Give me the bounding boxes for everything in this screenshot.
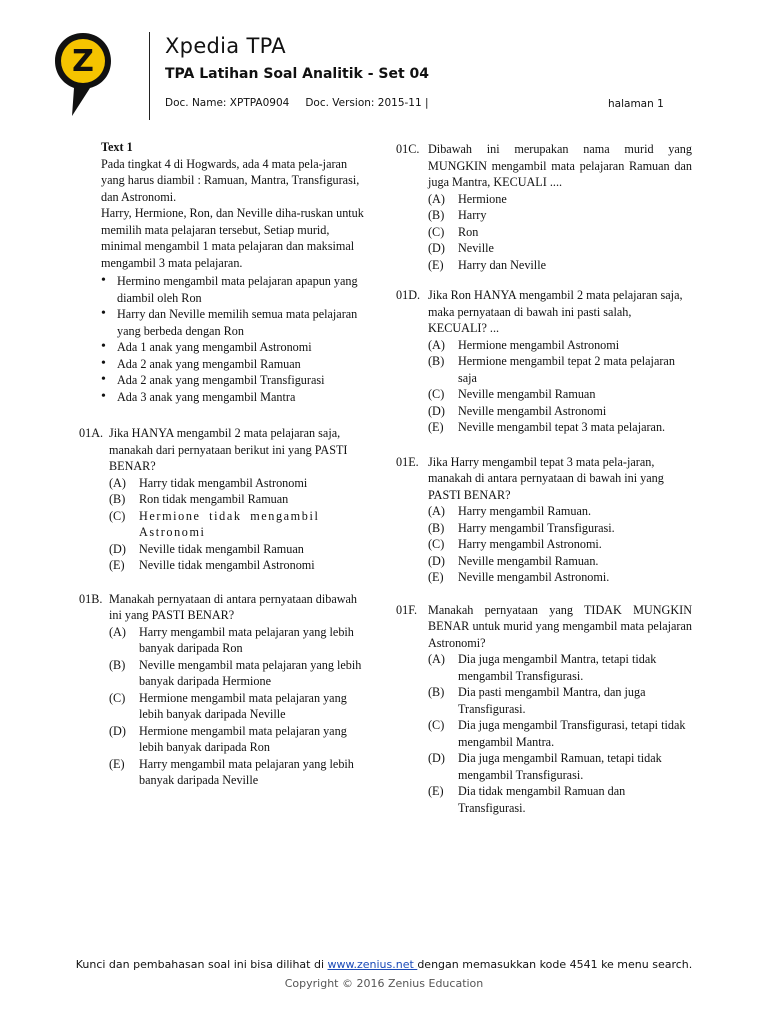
question-text: Jika HANYA mengambil 2 mata pelajaran saja, manakah dari pernyataan berikut ini yang PASTI BENAR? bbox=[109, 426, 348, 473]
list-item: • Ada 2 anak yang mengambil Ramuan bbox=[79, 356, 371, 373]
option-text: Harry dan Neville bbox=[458, 257, 546, 272]
option-text: Harry tidak mengambil Astronomi bbox=[139, 475, 308, 490]
option-c bbox=[428, 386, 692, 403]
option-text: Hermione tidak mengambil Astronomi bbox=[139, 508, 320, 539]
document-subtitle: TPA Latihan Soal Analitik - Set 04 bbox=[165, 66, 430, 82]
option-label: (A) bbox=[109, 475, 126, 490]
question-text: Manakah pernyataan yang TIDAK MUNGKIN BENAR untuk murid yang mengambil mata pelajaran Astronomi? bbox=[428, 602, 692, 650]
option-list bbox=[428, 503, 692, 586]
option-label: (A) bbox=[428, 504, 445, 518]
option-a bbox=[428, 191, 692, 208]
question-01A bbox=[79, 425, 371, 574]
option-b bbox=[428, 207, 692, 224]
option-label: (D) bbox=[428, 553, 445, 568]
option-text: Harry mengambil mata pelajaran yang lebih banyak daripada Neville bbox=[139, 756, 354, 787]
question-number: 01D. bbox=[396, 288, 421, 302]
option-label: (B) bbox=[109, 492, 126, 506]
option-text: Neville mengambil Astronomi bbox=[458, 403, 607, 418]
option-a bbox=[428, 651, 692, 684]
option-text: Neville tidak mengambil Astronomi bbox=[139, 558, 315, 572]
option-text: Ron tidak mengambil Ramuan bbox=[139, 492, 289, 506]
list-item: • Ada 3 anak yang mengambil Mantra bbox=[79, 389, 371, 406]
option-text: Neville mengambil Astronomi. bbox=[458, 570, 610, 584]
option-a bbox=[109, 624, 371, 657]
option-c bbox=[428, 224, 692, 241]
option-label: (B) bbox=[109, 657, 126, 672]
option-label: (E) bbox=[428, 784, 444, 798]
option-label: (C) bbox=[109, 690, 126, 705]
question-01D bbox=[396, 287, 692, 436]
option-label: (B) bbox=[428, 354, 445, 368]
text1-para2: Harry, Hermione, Ron, dan Neville diha-ruskan untuk memilih mata pelajaran tersebut, Setiap murid, minimal mengambil 1 mata pelajaran dan maksimal mengambil 3 mata pelajaran. bbox=[101, 206, 364, 270]
option-text: Neville mengambil Ramuan bbox=[458, 387, 596, 401]
option-e bbox=[428, 783, 692, 816]
header-divider bbox=[149, 32, 150, 120]
option-label: (A) bbox=[109, 624, 126, 639]
logo-letter: Z bbox=[72, 44, 94, 79]
question-text: Manakah pernyataan di antara pernyataan dibawah ini yang PASTI BENAR? bbox=[109, 591, 358, 622]
question-number: 01C. bbox=[396, 142, 420, 156]
option-c bbox=[428, 536, 692, 553]
question-number: 01B. bbox=[79, 591, 103, 606]
option-label: (E) bbox=[428, 257, 444, 272]
option-label: (D) bbox=[428, 241, 445, 255]
option-text: Dia tidak mengambil Ramuan dan Transfigurasi. bbox=[458, 784, 626, 815]
option-label: (D) bbox=[109, 541, 126, 556]
option-text: Hermione mengambil mata pelajaran yang lebih banyak daripada Neville bbox=[139, 690, 347, 721]
left-column bbox=[79, 139, 371, 789]
option-label: (D) bbox=[109, 723, 126, 738]
option-label: (A) bbox=[428, 337, 445, 352]
option-text: Neville bbox=[458, 241, 494, 255]
footer-text-before: Kunci dan pembahasan soal ini bisa dilihat di bbox=[75, 958, 328, 971]
option-text: Dia juga mengambil Ramuan, tetapi tidak mengambil Transfigurasi. bbox=[458, 751, 662, 782]
option-d bbox=[428, 403, 692, 420]
option-e bbox=[428, 569, 692, 586]
option-list bbox=[428, 337, 692, 436]
option-b bbox=[109, 657, 371, 690]
option-text: Hermione mengambil tepat 2 mata pelajaran saja bbox=[458, 354, 675, 385]
option-label: (D) bbox=[428, 751, 445, 765]
option-text: Hermione bbox=[458, 191, 507, 206]
option-label: (E) bbox=[109, 756, 125, 771]
option-b bbox=[428, 520, 692, 537]
option-label: (E) bbox=[109, 558, 125, 572]
option-label: (E) bbox=[428, 570, 444, 584]
option-text: Hermione mengambil mata pelajaran yang lebih banyak daripada Ron bbox=[139, 723, 347, 754]
option-label: (C) bbox=[428, 387, 445, 401]
question-01C bbox=[396, 141, 692, 273]
option-e bbox=[428, 419, 692, 436]
option-c bbox=[109, 508, 371, 541]
option-label: (C) bbox=[109, 508, 126, 523]
option-d bbox=[428, 750, 692, 783]
option-b bbox=[109, 491, 371, 508]
option-label: (C) bbox=[428, 537, 445, 551]
option-text: Neville mengambil mata pelajaran yang lebih banyak daripada Hermione bbox=[139, 657, 362, 688]
question-01B bbox=[79, 591, 371, 789]
list-item: • Ada 1 anak yang mengambil Astronomi bbox=[79, 339, 371, 356]
copyright: Copyright © 2016 Zenius Education bbox=[284, 977, 484, 990]
option-label: (A) bbox=[428, 191, 445, 206]
option-a bbox=[428, 503, 692, 520]
option-label: (D) bbox=[428, 403, 445, 418]
footer-note bbox=[0, 958, 768, 971]
option-label: (E) bbox=[428, 420, 444, 434]
option-d bbox=[109, 723, 371, 756]
option-text: Harry bbox=[458, 208, 487, 222]
text1-para1: Pada tingkat 4 di Hogwards, ada 4 mata pela-jaran yang harus diambil : Ramuan, Mantra, Transfigurasi, dan Astronomi. bbox=[101, 156, 360, 204]
page-number: halaman 1 bbox=[608, 98, 664, 110]
option-text: Harry mengambil Astronomi. bbox=[458, 537, 602, 551]
option-label: (C) bbox=[428, 718, 445, 732]
zenius-logo bbox=[52, 30, 114, 120]
option-label: (C) bbox=[428, 224, 445, 239]
option-a bbox=[428, 337, 692, 354]
option-e bbox=[428, 257, 692, 274]
text1-bullets bbox=[79, 273, 371, 405]
option-d bbox=[428, 553, 692, 570]
option-text: Dia pasti mengambil Mantra, dan juga Transfigurasi. bbox=[458, 685, 646, 716]
option-d bbox=[109, 541, 371, 558]
option-text: Neville mengambil tepat 3 mata pelajaran. bbox=[458, 420, 666, 434]
option-text: Neville tidak mengambil Ramuan bbox=[139, 541, 304, 556]
question-01E bbox=[396, 454, 692, 586]
option-e bbox=[109, 557, 371, 574]
option-b bbox=[428, 353, 692, 386]
option-text: Dia juga mengambil Transfigurasi, tetapi tidak mengambil Mantra. bbox=[458, 718, 686, 749]
list-item: • Ada 2 anak yang mengambil Transfigurasi bbox=[79, 372, 371, 389]
option-label: (B) bbox=[428, 685, 445, 699]
option-list bbox=[428, 191, 692, 274]
option-label: (A) bbox=[428, 652, 445, 666]
option-text: Harry mengambil mata pelajaran yang lebih banyak daripada Ron bbox=[139, 624, 354, 655]
text1-title: Text 1 bbox=[101, 140, 133, 154]
option-text: Harry mengambil Ramuan. bbox=[458, 504, 592, 518]
question-number: 01A. bbox=[79, 426, 104, 440]
option-label: (B) bbox=[428, 208, 445, 222]
question-text: Jika Ron HANYA mengambil 2 mata pelajaran saja, maka pernyataan di bawah ini pasti salah, KECUALI? ... bbox=[428, 288, 683, 335]
brand-title: Xpedia TPA bbox=[165, 34, 286, 58]
footer-text-after: dengan memasukkan kode 4541 ke menu search. bbox=[417, 958, 693, 971]
option-c bbox=[428, 717, 692, 750]
option-label: (B) bbox=[428, 520, 445, 535]
option-text: Harry mengambil Transfigurasi. bbox=[458, 520, 615, 535]
option-text: Ron bbox=[458, 224, 479, 239]
list-item: • Harry dan Neville memilih semua mata pelajaran yang berbeda dengan Ron bbox=[79, 306, 371, 339]
question-number: 01E. bbox=[396, 454, 419, 469]
option-c bbox=[109, 690, 371, 723]
doc-info bbox=[165, 97, 445, 109]
option-b bbox=[428, 684, 692, 717]
option-d bbox=[428, 240, 692, 257]
option-text: Dia juga mengambil Mantra, tetapi tidak mengambil Transfigurasi. bbox=[458, 652, 657, 683]
question-text: Dibawah ini merupakan nama murid yang MUNGKIN mengambil mata pelajaran Ramuan dan juga Mantra, KECUALI .... bbox=[428, 142, 692, 189]
option-a bbox=[109, 475, 371, 492]
option-list bbox=[428, 651, 692, 816]
option-text: Hermione mengambil Astronomi bbox=[458, 337, 620, 352]
question-number: 01F. bbox=[396, 602, 418, 617]
zenius-link[interactable]: www.zenius.net bbox=[327, 958, 418, 971]
option-list bbox=[109, 624, 371, 789]
right-column bbox=[396, 139, 692, 816]
doc-version: Doc. Version: 2015-11 | bbox=[305, 97, 429, 109]
option-e bbox=[109, 756, 371, 789]
option-list bbox=[109, 475, 371, 574]
doc-name: Doc. Name: XPTPA0904 bbox=[165, 97, 290, 109]
option-text: Neville mengambil Ramuan. bbox=[458, 553, 599, 568]
question-01F bbox=[396, 602, 692, 817]
list-item: • Hermino mengambil mata pelajaran apapun yang diambil oleh Ron bbox=[79, 273, 371, 306]
question-text: Jika Harry mengambil tepat 3 mata pela-jaran, manakah di antara pernyataan di bawah ini yang PASTI BENAR? bbox=[428, 454, 664, 502]
